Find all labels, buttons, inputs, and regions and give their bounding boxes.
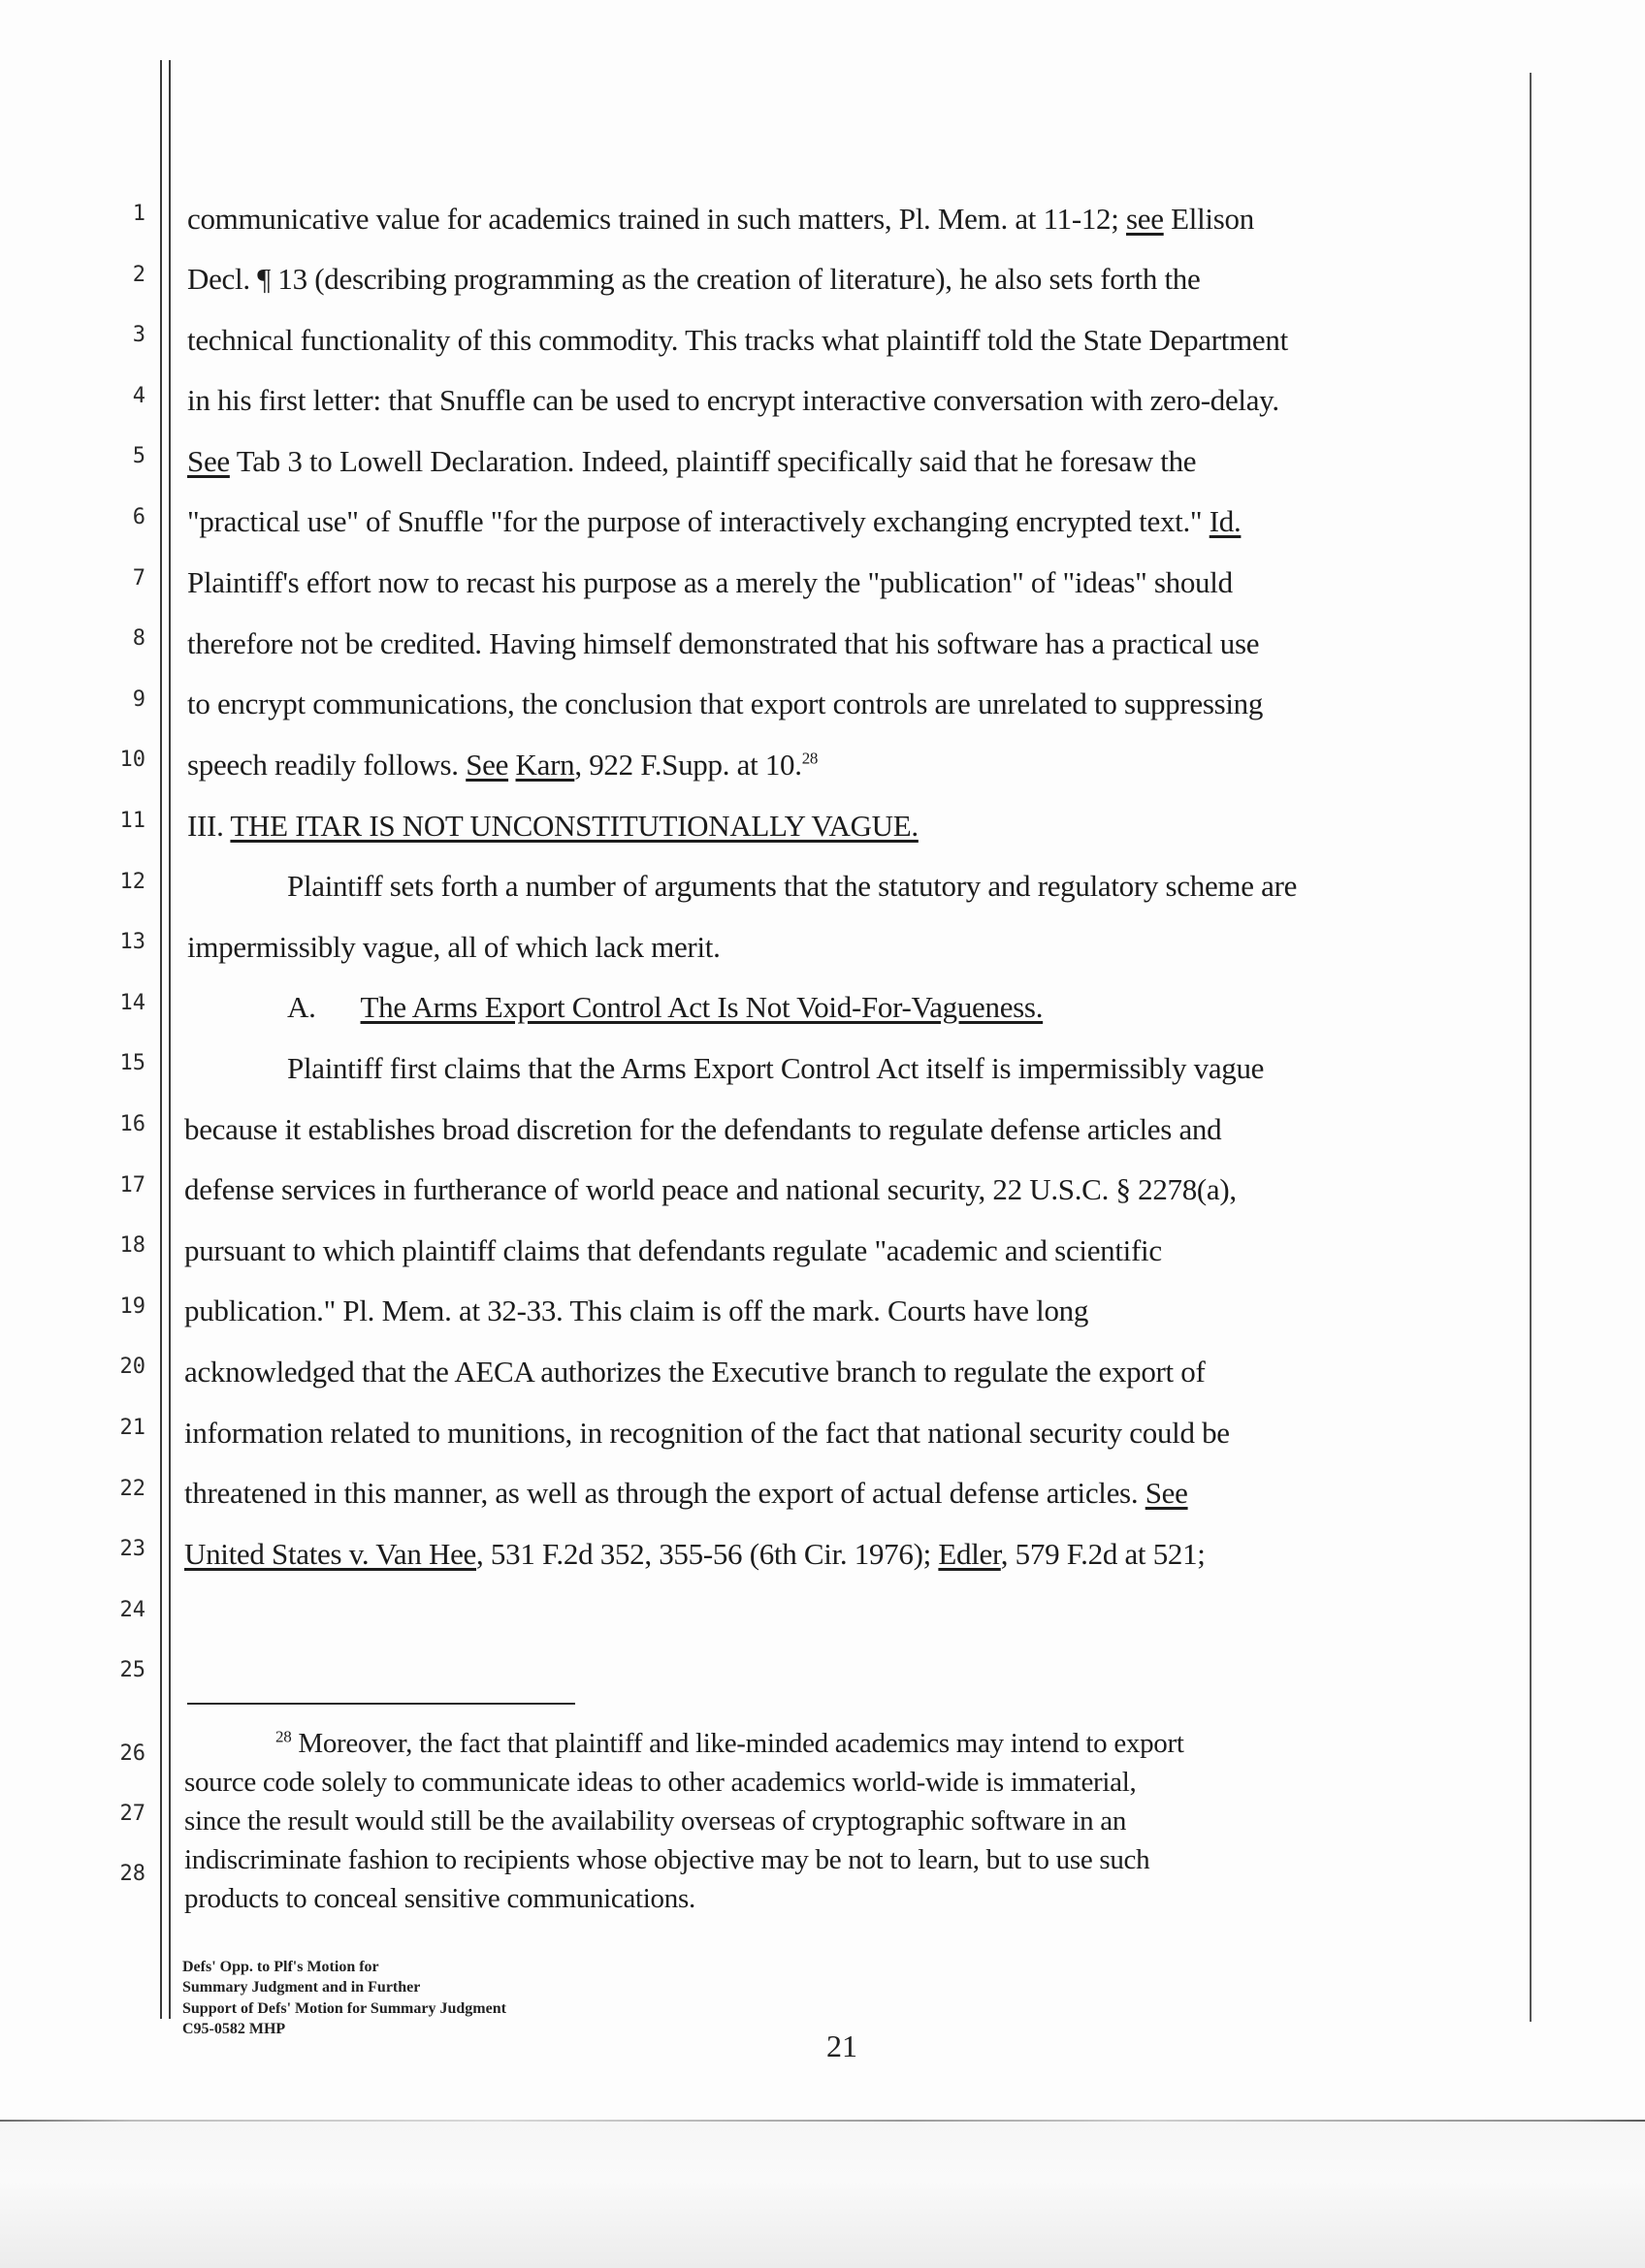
text-line: technical functionality of this commodity. This tracks what plaintiff told the State Department (187, 323, 1288, 357)
footer-caption-line: Support of Defs' Motion for Summary Judgment (182, 2000, 506, 2017)
citation-signal: see (1126, 202, 1164, 236)
footnote-marker: 28 (275, 1727, 292, 1746)
text-line: threatened in this manner, as well as through the export of actual defense articles. See (184, 1476, 1188, 1510)
section-title: THE ITAR IS NOT UNCONSTITUTIONALLY VAGUE. (230, 809, 919, 843)
line-number: 21 (119, 1416, 145, 1440)
line-number: 20 (119, 1355, 145, 1379)
left-margin-rule-inner (169, 60, 171, 2019)
subsection-heading (287, 990, 1043, 1025)
line-number: 2 (132, 263, 145, 287)
footnote-line: source code solely to communicate ideas to other academics world-wide is immaterial, (184, 1767, 1137, 1798)
text-line: Plaintiff's effort now to recast his purpose as a merely the "publication" of "ideas" should (187, 565, 1233, 599)
case-name: United States v. Van Hee (184, 1537, 477, 1571)
citation-signal: See (466, 748, 509, 782)
subsection-title: The Arms Export Control Act Is Not Void-For-Vagueness. (360, 990, 1044, 1024)
citation-id: Id. (1209, 504, 1242, 538)
text-line: acknowledged that the AECA authorizes the Executive branch to regulate the export of (184, 1355, 1206, 1389)
line-number: 17 (119, 1173, 145, 1198)
citation-signal: See (1145, 1476, 1188, 1510)
text-line: See Tab 3 to Lowell Declaration. Indeed, plaintiff specifically said that he foresaw the (187, 444, 1197, 478)
text-line: communicative value for academics trained in such matters, Pl. Mem. at 11-12; see Ellison (187, 202, 1254, 236)
text-line: "practical use" of Snuffle "for the purpose of interactively exchanging encrypted text." Id. (187, 504, 1242, 538)
text-line: impermissibly vague, all of which lack merit. (187, 930, 721, 964)
line-number: 5 (132, 444, 145, 468)
footnote-line: indiscriminate fashion to recipients whose objective may be not to learn, but to use such (184, 1844, 1150, 1875)
line-number: 1 (132, 202, 145, 226)
footnote-reference: 28 (801, 749, 819, 768)
text-line: speech readily follows. See Karn, 922 F.Supp. at 10.28 (187, 748, 819, 782)
line-number: 28 (119, 1862, 145, 1886)
section-number: III. (187, 809, 231, 843)
subsection-letter: A. (287, 990, 316, 1024)
line-number: 6 (132, 505, 145, 529)
line-number: 14 (119, 991, 145, 1015)
text-line: information related to munitions, in recognition of the fact that national security could be (184, 1416, 1230, 1450)
footnote-line: products to conceal sensitive communications. (184, 1883, 695, 1914)
footer-caption-line: Defs' Opp. to Plf's Motion for (182, 1959, 379, 1975)
text-line: to encrypt communications, the conclusion that export controls are unrelated to suppressing (187, 687, 1264, 720)
line-number: 9 (132, 687, 145, 712)
footnote-line: since the result would still be the availability overseas of cryptographic software in an (184, 1805, 1127, 1837)
line-number: 27 (119, 1802, 145, 1826)
line-number: 18 (119, 1233, 145, 1258)
text-line: Decl. ¶ 13 (describing programming as the creation of literature), he also sets forth the (187, 262, 1201, 296)
line-number: 19 (119, 1294, 145, 1319)
line-number: 8 (132, 626, 145, 651)
right-margin-rule (1530, 73, 1532, 2022)
line-number: 3 (132, 323, 145, 347)
footnote-line: $^{28}$ Moreover, the fact that plaintiff and like-minded academics may intend to export (275, 1727, 1184, 1759)
line-number: 11 (119, 809, 145, 833)
section-heading (187, 809, 919, 844)
footer-caption-line: Summary Judgment and in Further (182, 1979, 421, 1996)
text-line: Plaintiff first claims that the Arms Export Control Act itself is impermissibly vague (287, 1051, 1265, 1085)
footnote-separator (187, 1703, 575, 1705)
text-line: publication." Pl. Mem. at 32-33. This claim is off the mark. Courts have long (184, 1294, 1089, 1327)
case-name: Karn (515, 748, 575, 782)
scanner-background (0, 2122, 1645, 2268)
left-margin-rule (160, 60, 162, 2019)
line-number: 24 (119, 1598, 145, 1622)
line-number: 25 (119, 1658, 145, 1682)
line-number: 23 (119, 1537, 145, 1561)
text-line: therefore not be credited. Having himself demonstrated that his software has a practical use (187, 626, 1260, 660)
text-line: because it establishes broad discretion for the defendants to regulate defense articles and (184, 1112, 1222, 1146)
line-number: 7 (132, 566, 145, 591)
text-line: United States v. Van Hee, 531 F.2d 352, 355-56 (6th Cir. 1976); Edler, 579 F.2d at 521; (184, 1537, 1206, 1571)
line-number: 12 (119, 870, 145, 894)
text-line: pursuant to which plaintiff claims that defendants regulate "academic and scientific (184, 1233, 1162, 1267)
line-number: 13 (119, 930, 145, 954)
page-number: 21 (826, 2028, 857, 2063)
text-line: defense services in furtherance of world peace and national security, 22 U.S.C. § 2278(a), (184, 1172, 1237, 1206)
line-number: 4 (132, 384, 145, 408)
line-number: 16 (119, 1112, 145, 1136)
case-name: Edler (938, 1537, 1001, 1571)
line-number: 26 (119, 1741, 145, 1766)
line-number: 10 (119, 748, 145, 772)
footer-case-number: C95-0582 MHP (182, 2021, 286, 2037)
text-line: in his first letter: that Snuffle can be used to encrypt interactive conversation with zero-delay. (187, 383, 1279, 417)
line-number: 15 (119, 1051, 145, 1075)
citation-signal: See (187, 444, 230, 478)
line-number: 22 (119, 1477, 145, 1501)
text-line: Plaintiff sets forth a number of arguments that the statutory and regulatory scheme are (287, 869, 1298, 903)
